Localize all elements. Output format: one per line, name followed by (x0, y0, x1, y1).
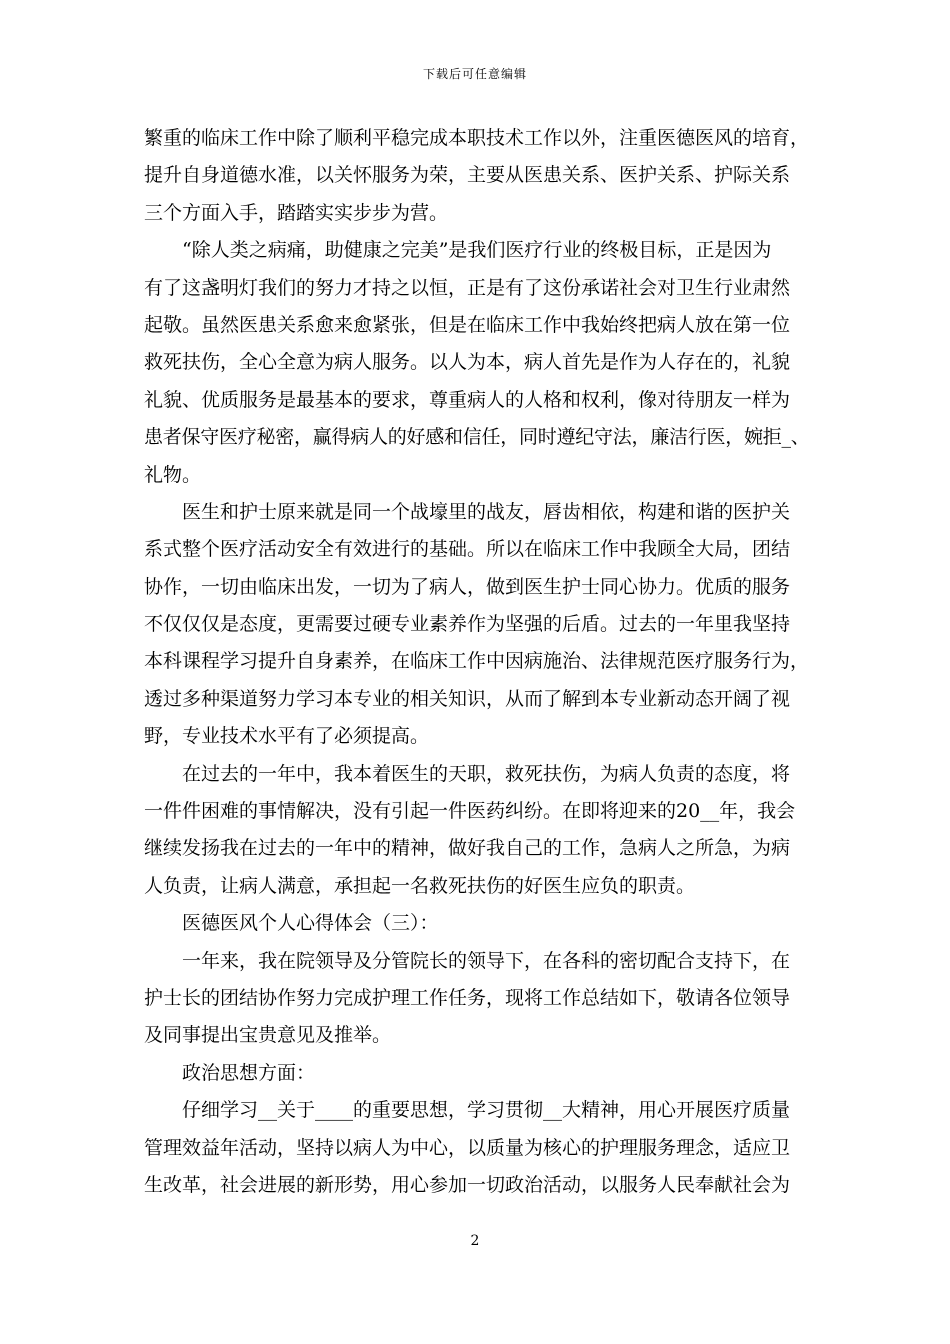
text-line: 及同事提出宝贵意见及推举。 (144, 1024, 392, 1047)
text-line: 继续发扬我在过去的一年中的精神，做好我自己的工作，急病人之所急，为病 (144, 837, 791, 860)
text-line: 管理效益年活动，坚持以病人为中心，以质量为核心的护理服务理念，适应卫 (144, 1136, 791, 1159)
text-line: 人负责，让病人满意，承担起一名救死扶伤的好医生应负的职责。 (144, 874, 696, 897)
text-line: 礼貌、优质服务是最基本的要求，尊重病人的人格和权利，像对待朋友一样为 (144, 388, 791, 411)
section-heading: 政治思想方面： (144, 1061, 316, 1084)
text-line: 透过多种渠道努力学习本专业的相关知识，从而了解到本专业新动态开阔了视 (144, 687, 791, 710)
text-line: 生改革，社会进展的新形势，用心参加一切政治活动，以服务人民奉献社会为 (144, 1173, 791, 1196)
section-heading: 医德医风个人心得体会（三）： (144, 912, 439, 935)
text-line: “除人类之病痛，助健康之完美”是我们医疗行业的终极目标，正是因为 (144, 239, 772, 262)
text-line: 护士长的团结协作努力完成护理工作任务，现将工作总结如下，敬请各位领导 (144, 986, 791, 1009)
text-line: 医生和护士原来就是同一个战壕里的战友，唇齿相依，构建和谐的医护关 (144, 500, 791, 523)
text-line: 患者保守医疗秘密，赢得病人的好感和信任，同时遵纪守法，廉洁行医，婉拒_、 (144, 426, 810, 449)
text-line: 繁重的临床工作中除了顺利平稳完成本职技术工作以外，注重医德医风的培育， (144, 127, 810, 149)
text-line: 起敬。虽然医患关系愈来愈紧张，但是在临床工作中我始终把病人放在第一位 (144, 313, 791, 336)
page-number: 2 (470, 1233, 480, 1249)
text-line: 野，专业技术水平有了必须提高。 (144, 725, 430, 748)
text-line: 仔细学习__关于____的重要思想，学习贯彻__大精神，用心开展医疗质量 (144, 1099, 791, 1122)
text-line: 一年来，我在院领导及分管院长的领导下，在各科的密切配合支持下，在 (144, 949, 791, 972)
text-line: 本科课程学习提升自身素养，在临床工作中因病施治、法律规范医疗服务行为， (144, 650, 810, 673)
text-line: 礼物。 (144, 463, 202, 486)
text-line: 一件件困难的事情解决，没有引起一件医药纠纷。在即将迎来的20__年，我会 (144, 800, 796, 823)
text-line: 有了这盏明灯我们的努力才持之以恒，正是有了这份承诺社会对卫生行业肃然 (144, 276, 791, 299)
text-line: 系式整个医疗活动安全有效进行的基础。所以在临床工作中我顾全大局，团结 (144, 538, 791, 561)
page-header: 下载后可任意编辑 (422, 67, 527, 81)
document-body (144, 120, 814, 1204)
text-line: 救死扶伤，全心全意为病人服务。以人为本，病人首先是作为人存在的，礼貌 (144, 351, 791, 374)
text-line: 协作，一切由临床出发，一切为了病人，做到医生护士同心协力。优质的服务 (144, 575, 791, 598)
text-line: 提升自身道德水准，以关怀服务为荣，主要从医患关系、医护关系、护际关系 (144, 164, 791, 187)
text-line: 在过去的一年中，我本着医生的天职，救死扶伤，为病人负责的态度，将 (144, 762, 791, 785)
text-line: 三个方面入手，踏踏实实步步为营。 (144, 201, 449, 224)
text-line: 不仅仅仅是态度，更需要过硬专业素养作为坚强的后盾。过去的一年里我坚持 (144, 613, 791, 636)
